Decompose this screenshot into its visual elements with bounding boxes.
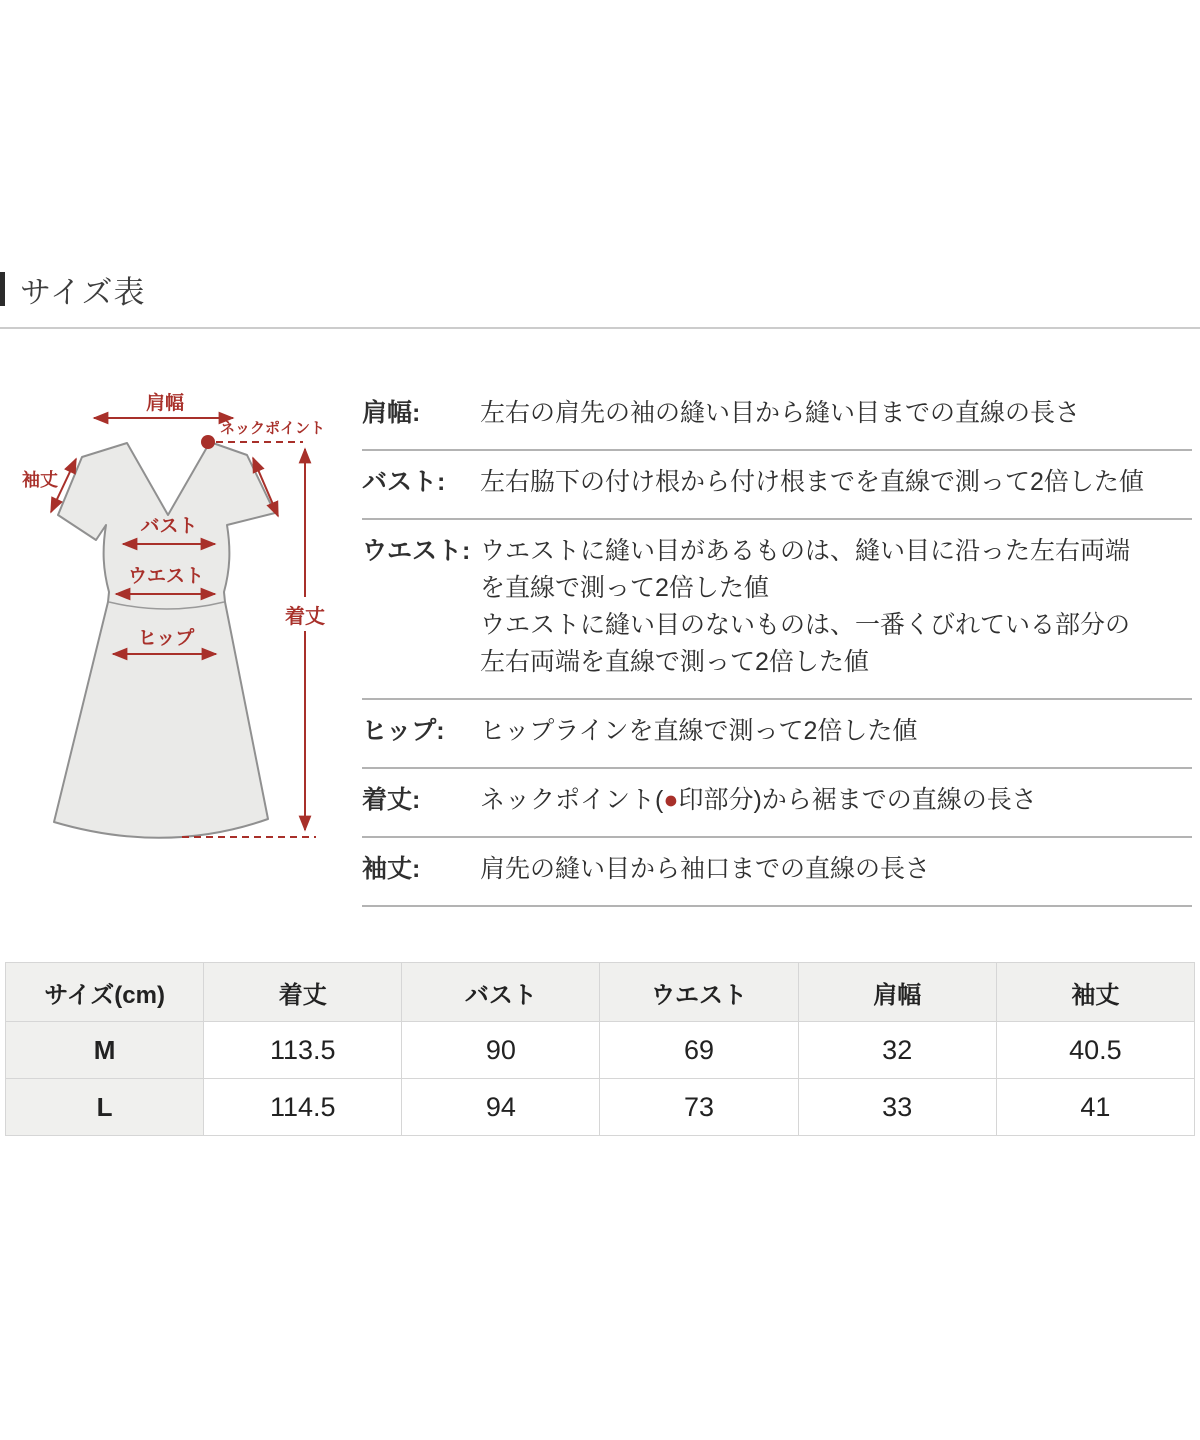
- bust-label: バスト: [140, 516, 198, 537]
- definition-desc: ヒップラインを直線で測って2倍した値: [480, 717, 918, 745]
- size-table-header-row: [6, 963, 1195, 1022]
- measurement-definitions: [362, 382, 1192, 907]
- size-table-row-l: [6, 1079, 1195, 1136]
- size-value-cell: 33: [798, 1079, 996, 1136]
- neck-point-dot: [201, 435, 215, 449]
- definition-term: ウエスト:: [362, 537, 471, 565]
- definition-term: ヒップ:: [362, 717, 445, 745]
- page-heading: [0, 269, 146, 309]
- size-value-cell: 90: [402, 1022, 600, 1079]
- size-value-cell: 40.5: [996, 1022, 1194, 1079]
- waist-label: ウエスト: [127, 566, 205, 587]
- definition-desc: 肩先の縫い目から袖口までの直線の長さ: [480, 855, 931, 883]
- size-table-col-header: ウエスト: [600, 963, 798, 1022]
- definition-row-sleeve-length: [362, 838, 1192, 907]
- definition-row-waist: [362, 520, 1192, 700]
- heading-divider: [0, 327, 1200, 329]
- definition-term: 着丈:: [362, 786, 421, 814]
- definition-row-hip: [362, 700, 1192, 769]
- sleeve-length-label: 袖丈: [22, 470, 58, 490]
- size-value-cell: 113.5: [204, 1022, 402, 1079]
- definition-term: 袖丈:: [362, 855, 421, 883]
- definition-row-shoulder-width: [362, 382, 1192, 451]
- size-table-col-header: バスト: [402, 963, 600, 1022]
- heading-accent-bar: [0, 272, 5, 306]
- size-value-cell: 114.5: [204, 1079, 402, 1136]
- size-label-cell: M: [6, 1022, 204, 1079]
- neck-point-mark: ●: [663, 786, 679, 814]
- measurement-diagram: [20, 385, 360, 865]
- definition-row-body-length: [362, 769, 1192, 838]
- shoulder-width-label: 肩幅: [145, 393, 185, 414]
- definition-desc: 左右脇下の付け根から付け根までを直線で測って2倍した値: [480, 468, 1144, 496]
- definition-desc: ウエストに縫い目があるものは、縫い目に沿った左右両端 を直線で測って2倍した値 ウエストに縫い目のないものは、一番くびれている部分の 左右両端を直線で測って2倍した値: [480, 537, 1131, 676]
- definition-desc: ネックポイント(●印部分)から裾までの直線の長さ: [480, 786, 1037, 814]
- size-table-row-m: [6, 1022, 1195, 1079]
- size-table-corner-header: サイズ(cm): [6, 963, 204, 1022]
- size-table: [5, 962, 1195, 1136]
- size-value-cell: 41: [996, 1079, 1194, 1136]
- hip-label: ヒップ: [137, 628, 195, 649]
- definition-row-bust: [362, 451, 1192, 520]
- page-title: サイズ表: [20, 274, 146, 310]
- body-length-label: 着丈: [285, 606, 325, 628]
- dress-diagram-svg: [20, 385, 360, 865]
- size-value-cell: 69: [600, 1022, 798, 1079]
- size-table-col-header: 肩幅: [798, 963, 996, 1022]
- definition-term: 肩幅:: [362, 399, 421, 427]
- size-value-cell: 32: [798, 1022, 996, 1079]
- definition-term: バスト:: [362, 468, 446, 496]
- definition-desc: 左右の肩先の袖の縫い目から縫い目までの直線の長さ: [480, 399, 1081, 427]
- size-table-col-header: 袖丈: [996, 963, 1194, 1022]
- size-label-cell: L: [6, 1079, 204, 1136]
- size-value-cell: 73: [600, 1079, 798, 1136]
- size-value-cell: 94: [402, 1079, 600, 1136]
- size-table-col-header: 着丈: [204, 963, 402, 1022]
- neck-point-label: ネックポイント: [220, 420, 326, 437]
